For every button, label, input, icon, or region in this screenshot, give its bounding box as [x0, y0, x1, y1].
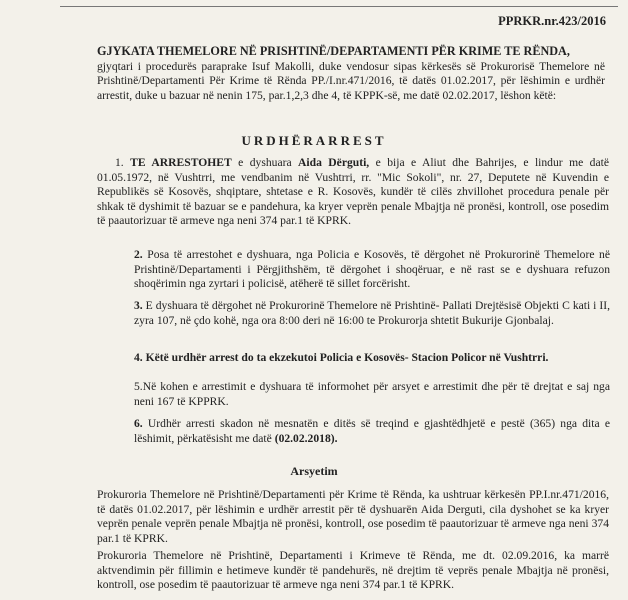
item-3 — [134, 299, 610, 328]
item-2-number: 2. — [134, 248, 143, 261]
item-1 — [97, 156, 609, 229]
item-6-text: Urdhër arresti skadon në mesnatën e ditës së treqind e gjashtëdhjetë e pestë (365) nga dita e lëshimit, përkatësisht me datë — [134, 417, 610, 445]
document-title: URDHËRARREST — [241, 133, 387, 148]
item-1-pre: e dyshuara — [231, 156, 299, 169]
item-2 — [134, 248, 610, 292]
item-5 — [134, 380, 610, 409]
item-6-number: 6. — [134, 417, 143, 430]
item-3-number: 3. — [134, 299, 143, 312]
intro-paragraph — [97, 44, 605, 103]
item-3-text: E dyshuara të dërgohet në Prokurorinë Themelore në Prishtinë- Pallati Drejtësisë Objekti C kati i II, zyra 107, në çdo kohë, nga ora 8:00 deri në 16:00 te Prokurorja shtetit Bukurije Gjonbalaj. — [134, 299, 610, 327]
reasoning-title: Arsyetim — [290, 464, 338, 478]
reasoning-paragraph-2 — [97, 549, 609, 593]
item-1-heading: TE ARRESTOHET — [130, 156, 232, 169]
item-4 — [134, 351, 610, 366]
court-name: GJYKATA THEMELORE NË PRISHTINË/DEPARTAMENTI PËR KRIME TE RËNDA, — [97, 44, 570, 58]
item-6 — [134, 417, 610, 446]
item-4-text: Këtë urdhër arrest do ta ekzekutoi Policia e Kosovës- Stacion Policor në Vushtrri. — [142, 351, 549, 364]
item-1-text: e bija e Aliut dhe Bahrijes, e lindur me datë 01.05.1972, në Vushtrri, me vendbanim në Vushtrri, rr. "Mic Sokoli", nr. 27, Deputete në Kuvendin e Republikës së Kosovës, shqiptare, shtetase e R. Kosovës, kundër të cilës zhvillohet procedura penale për shkak të dyshimit të bazuar se e pandehura, ka kryer veprën penale Mbajtja në pronësi, kontroll, ose posedim të paautorizuar të armeve nga neni 374 par.1 të KPRK. — [97, 156, 609, 227]
item-5-text: 5.Në kohen e arrestimit e dyshuara të informohet për arsyet e arrestimit dhe për të drejtat e saj nga neni 167 të KPPRK. — [134, 380, 610, 408]
item-1-number: 1. — [115, 156, 124, 169]
suspect-name: Aida Dërguti, — [298, 156, 370, 169]
reasoning-text-2: Prokuroria Themelore në Prishtinë, Departamenti i Krimeve të Rënda, me dt. 02.09.2016, ka marrë aktvendimin për fillimin e hetimeve kundër të pandehurës, në drejtim të veprës penale Mbajtja në pronësi, kontroll, ose posedim të paautorizuar të armeve nga neni 374 par.1 të KPRK. — [97, 549, 609, 591]
reasoning-text-1: Prokuroria Themelore në Prishtinë/Departamenti për Krime të Rënda, ka ushtruar kërkesën PP.I.nr.471/2016, të datës 01.02.2017, për lëshimin e urdhër arrestit për të dyshuarën Aida Derguti, cila dyshohet se ka kryer veprën penale veprën penale Mbajtja në pronësi, kontroll, ose posedim të paautorizuar të armeve nga neni 374 par.1 të KPRK. — [97, 488, 609, 545]
expiry-date: (02.02.2018). — [274, 431, 338, 445]
case-reference: PPRKR.nr.423/2016 — [498, 14, 606, 28]
reasoning-paragraph-1 — [97, 488, 609, 546]
item-4-number: 4. — [134, 351, 143, 364]
item-2-text: Posa të arrestohet e dyshuara, nga Policia e Kosovës, të dërgohet në Prokurorinë Themelore në Prishtinë/Departamenti i Përgjithshëm, të dërgohet i shoqëruar, e në rast se e dyshuara refuzon shoqërimin nga zyrtari i policisë, atëherë të sillet forcërisht. — [134, 248, 610, 290]
intro-text: gjyqtari i procedurës paraprake Isuf Makolli, duke vendosur sipas kërkesës së Prokurorisë Themelore në Prishtinë/Departamenti Për Krime të Rënda PP./I.nr.471/2016, të datës 01.02.2017, për lëshimin e urdhër arrestit, duke u bazuar në nenin 175, par.1,2,3 dhe 4, të KPPK-së, me datë 02.02.2017, lëshon këtë: — [97, 59, 605, 102]
top-rule — [60, 6, 618, 7]
